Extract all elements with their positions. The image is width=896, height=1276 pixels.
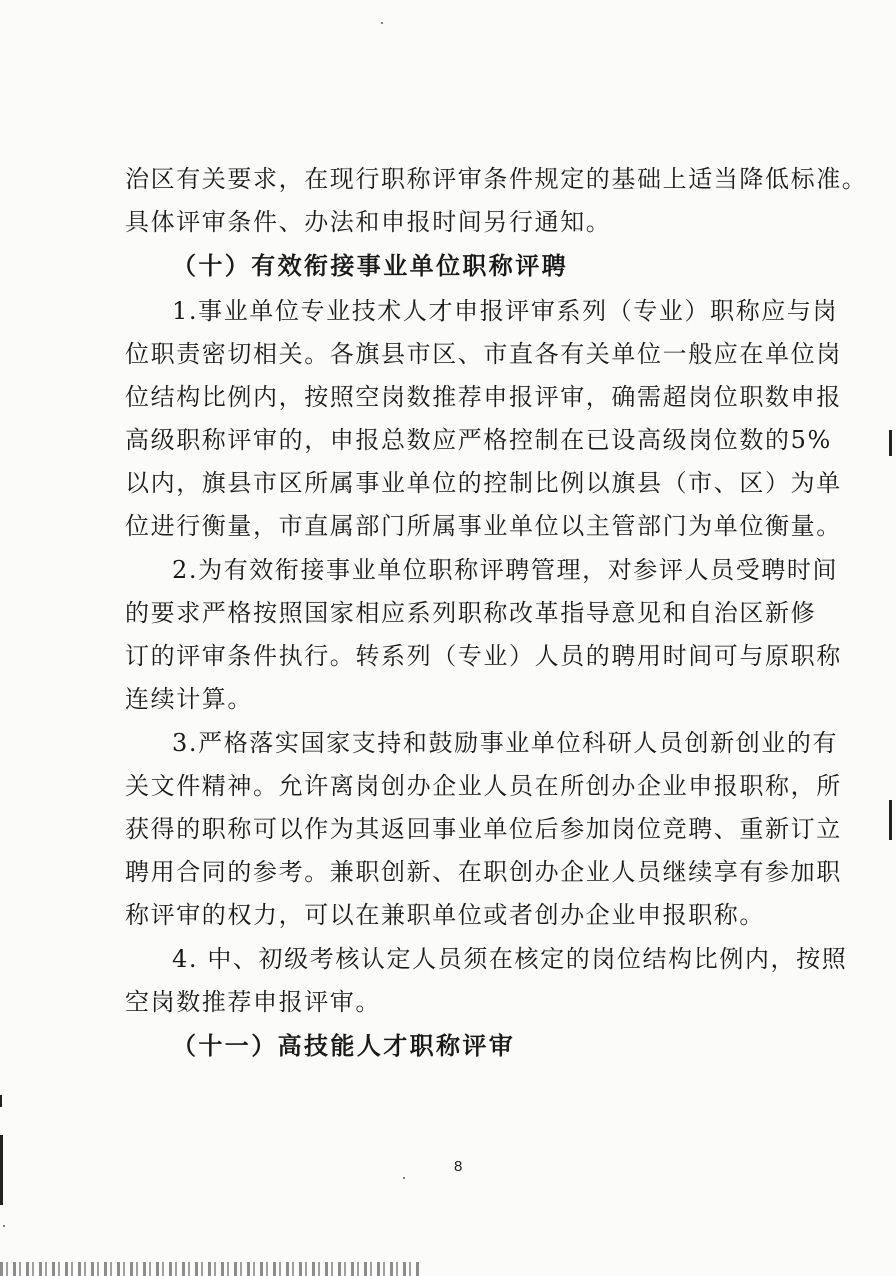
scan-edge-mark (0, 1135, 3, 1205)
paragraph-line: 4. 中、初级考核认定人员须在核定的岗位结构比例内，按照 (172, 945, 848, 973)
section-heading: （十一）高技能人才职称评审 (172, 1032, 516, 1060)
paragraph-line: 获得的职称可以作为其返回事业单位后参加岗位竞聘、重新订立 (125, 815, 842, 843)
scan-speck (381, 22, 383, 24)
paragraph-line: 空岗数推荐申报评审。 (125, 988, 381, 1016)
paragraph-line: 具体评审条件、办法和申报时间另行通知。 (125, 208, 612, 236)
scan-edge-mark (889, 430, 892, 456)
paragraph-line: 位职责密切相关。各旗县市区、市直各有关单位一般应在单位岗 (125, 340, 842, 368)
page-number: 8 (454, 1158, 463, 1175)
scan-edge-mark (889, 800, 892, 840)
paragraph-line: 聘用合同的参考。兼职创新、在职创办企业人员继续享有参加职 (125, 858, 842, 886)
scan-speck (3, 1225, 5, 1227)
scan-speck (403, 1177, 405, 1179)
paragraph-line: 2.为有效衔接事业单位职称评聘管理，对参评人员受聘时间 (172, 556, 839, 584)
paragraph-line: 称评审的权力，可以在兼职单位或者创办企业申报职称。 (125, 901, 765, 929)
paragraph-line: 订的评审条件执行。转系列（专业）人员的聘用时间可与原职称 (125, 642, 842, 670)
paragraph-line: 的要求严格按照国家相应系列职称改革指导意见和自治区新修 (125, 599, 817, 627)
paragraph-line: 1.事业单位专业技术人才申报评审系列（专业）职称应与岗 (172, 297, 839, 325)
paragraph-line: 位结构比例内，按照空岗数推荐申报评审，确需超岗位职数申报 (125, 383, 842, 411)
paragraph-line: 治区有关要求，在现行职称评审条件规定的基础上适当降低标准。 (125, 165, 868, 193)
paragraph-line: 以内，旗县市区所属事业单位的控制比例以旗县（市、区）为单 (125, 469, 842, 497)
paragraph-line: 位进行衡量，市直属部门所属事业单位以主管部门为单位衡量。 (125, 512, 842, 540)
scan-bottom-noise (0, 1262, 420, 1276)
paragraph-line: 3.严格落实国家支持和鼓励事业单位科研人员创新创业的有 (172, 729, 839, 757)
paragraph-line: 高级职称评审的，申报总数应严格控制在已设高级岗位数的5% (125, 426, 832, 454)
section-heading: （十）有效衔接事业单位职称评聘 (172, 252, 568, 280)
paragraph-line: 关文件精神。允许离岗创办企业人员在所创办企业申报职称，所 (125, 772, 842, 800)
scan-edge-mark (0, 1095, 2, 1107)
paragraph-line: 连续计算。 (125, 685, 253, 713)
